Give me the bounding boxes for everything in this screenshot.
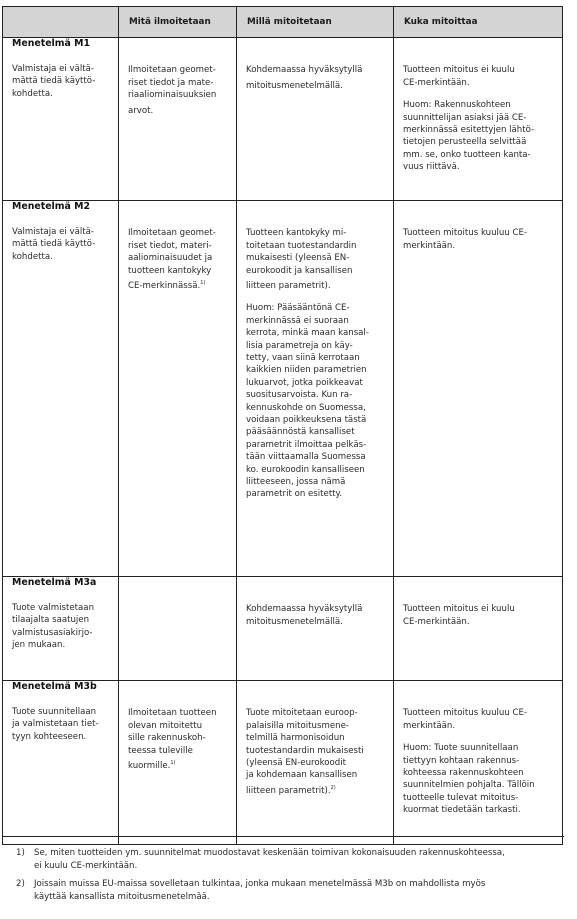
who-cell (394, 201, 563, 577)
who-cell (394, 681, 563, 845)
footnote-text: Se, miten tuotteiden ym. suunnitelmat muodostavat keskenään toimivan kokonaisuuden rakennuskohteessa, ei kuulu CE-merkintään. (34, 848, 505, 871)
who-cell (394, 38, 563, 201)
what-cell (119, 577, 237, 681)
method-name: Menetelmä M2 (12, 201, 90, 213)
footnote-text: Joissain muissa EU-maissa sovelletaan tulkintaa, jonka mukaan menetelmässä M3b on mahdollista myös käyttää kansallista mitoitusmenetelmää. (34, 879, 486, 902)
method-description: Tuote valmistetaan tilaajalta saatujen valmistusasiakirjo- jen mukaan. (12, 602, 95, 651)
header-who: Kuka mitoittaa (394, 7, 563, 38)
method-name: Menetelmä M3a (12, 577, 97, 589)
method-description: Valmistaja ei vältä- mättä tiedä käyttö- kohdetta. (12, 226, 96, 262)
what-main: Ilmoitetaan geomet- riset tiedot ja mate- riaaliominaisuuksien arvot. (128, 65, 217, 116)
who-text: Tuotteen mitoitus ei kuulu CE-merkintään. (403, 65, 515, 88)
what-cell (119, 201, 237, 577)
what-cell (119, 681, 237, 845)
method-description: Tuote suunnitellaan ja valmistetaan tiet- tyyn kohteeseen. (12, 706, 99, 742)
what-main: Ilmoitetaan geomet- riset tiedot, materi- aaliominaisuudet ja tuotteen kantokyky CE-merkinnässä. (128, 228, 216, 291)
how-main: Tuotteen kantokyky mi- toitetaan tuotestandardin mukaisesti (yleensä EN- eurokoodit ja kansallisen liitteen parametrit). (246, 228, 357, 291)
header-what: Mitä ilmoitetaan (119, 7, 237, 38)
table-row (3, 681, 563, 845)
method-cell (3, 38, 119, 201)
how-note: Huom: Pääsääntönä CE- merkinnässä ei suoraan kerrota, minkä maan kansal- lisia parametreja on käy- tetty, vaan siinä kerrotaan kaikkien niiden parametrien lukuarvot, jotka poikkeavat suositusarvoista. Kun ra- kennuskohde on Suomessa, voidaan poikkeuksena tästä pääsäännöstä kansalliset parametrit ilmoittaa pelkäs- tään viittaamalla Suomessa ko. eurokoodin kansalliseen liitteeseen, jossa nämä parametrit on esitetty. (246, 303, 369, 500)
method-cell (3, 577, 119, 681)
how-cell (237, 201, 394, 577)
who-text: Tuotteen mitoitus ei kuulu CE-merkintään. (403, 604, 515, 627)
how-cell (237, 38, 394, 201)
method-cell (3, 201, 119, 577)
footnote (2, 878, 564, 903)
how-main: Kohdemaassa hyväksytyllä mitoitusmenetelmällä. (246, 65, 363, 91)
design-methods-table (2, 6, 563, 845)
header-how: Millä mitoitetaan (237, 7, 394, 38)
table-row (3, 577, 563, 681)
what-text (128, 64, 228, 116)
method-description: Valmistaja ei vältä- mättä tiedä käyttö- kohdetta. (12, 63, 96, 99)
footnote-number: 1) (16, 848, 25, 858)
who-note: Huom: Rakennuskohteen suunnittelijan asiaksi jää CE- merkinnässä esitettyjen lähtö- tietojen perusteella selvittää mm. se, onko tuotteen kanta- vuus riittävä. (403, 100, 535, 173)
how-text (246, 707, 385, 797)
what-text (128, 227, 228, 292)
what-footnote-ref: 1) (200, 280, 206, 287)
footnote-number: 2) (16, 879, 25, 890)
what-main: Ilmoitetaan tuotteen olevan mitoitettu sille rakennuskoh- teessa tuleville kuormille. (128, 708, 217, 771)
who-cell (394, 577, 563, 681)
table-header-row (3, 7, 563, 38)
footnote (2, 847, 564, 872)
how-text: Kohdemaassa hyväksytyllä mitoitusmenetelmällä. (246, 604, 363, 627)
table-row (3, 38, 563, 201)
method-name: Menetelmä M3b (12, 681, 97, 693)
footnotes (2, 836, 564, 909)
how-footnote-ref: 2) (330, 784, 336, 791)
method-name: Menetelmä M1 (12, 38, 90, 50)
who-note: Huom: Tuote suunnitellaan tiettyyn kohtaan rakennus- kohteessa rakennuskohteen suunnitelmien pohjalta. Tällöin tuotteelle tulevat mitoitus- kuormat tiedetään tarkasti. (403, 743, 535, 816)
who-text: Tuotteen mitoitus kuuluu CE- merkintään. (403, 228, 528, 251)
what-cell (119, 38, 237, 201)
who-text: Tuotteen mitoitus kuuluu CE- merkintään. (403, 708, 528, 731)
what-footnote-ref: 1) (170, 760, 176, 767)
how-text (246, 64, 385, 92)
method-cell (3, 681, 119, 845)
how-cell (237, 681, 394, 845)
table-row (3, 201, 563, 577)
how-main: Tuote mitoitetaan euroop- palaisilla mitoitusmene- telmillä harmonisoidun tuotestandardin mukaisesti (yleensä EN-eurokoodit ja kohdemaan kansallisen liitteen parametrit). (246, 708, 364, 796)
what-text (128, 707, 228, 772)
header-method (3, 7, 119, 38)
how-cell (237, 577, 394, 681)
how-text (246, 227, 385, 292)
